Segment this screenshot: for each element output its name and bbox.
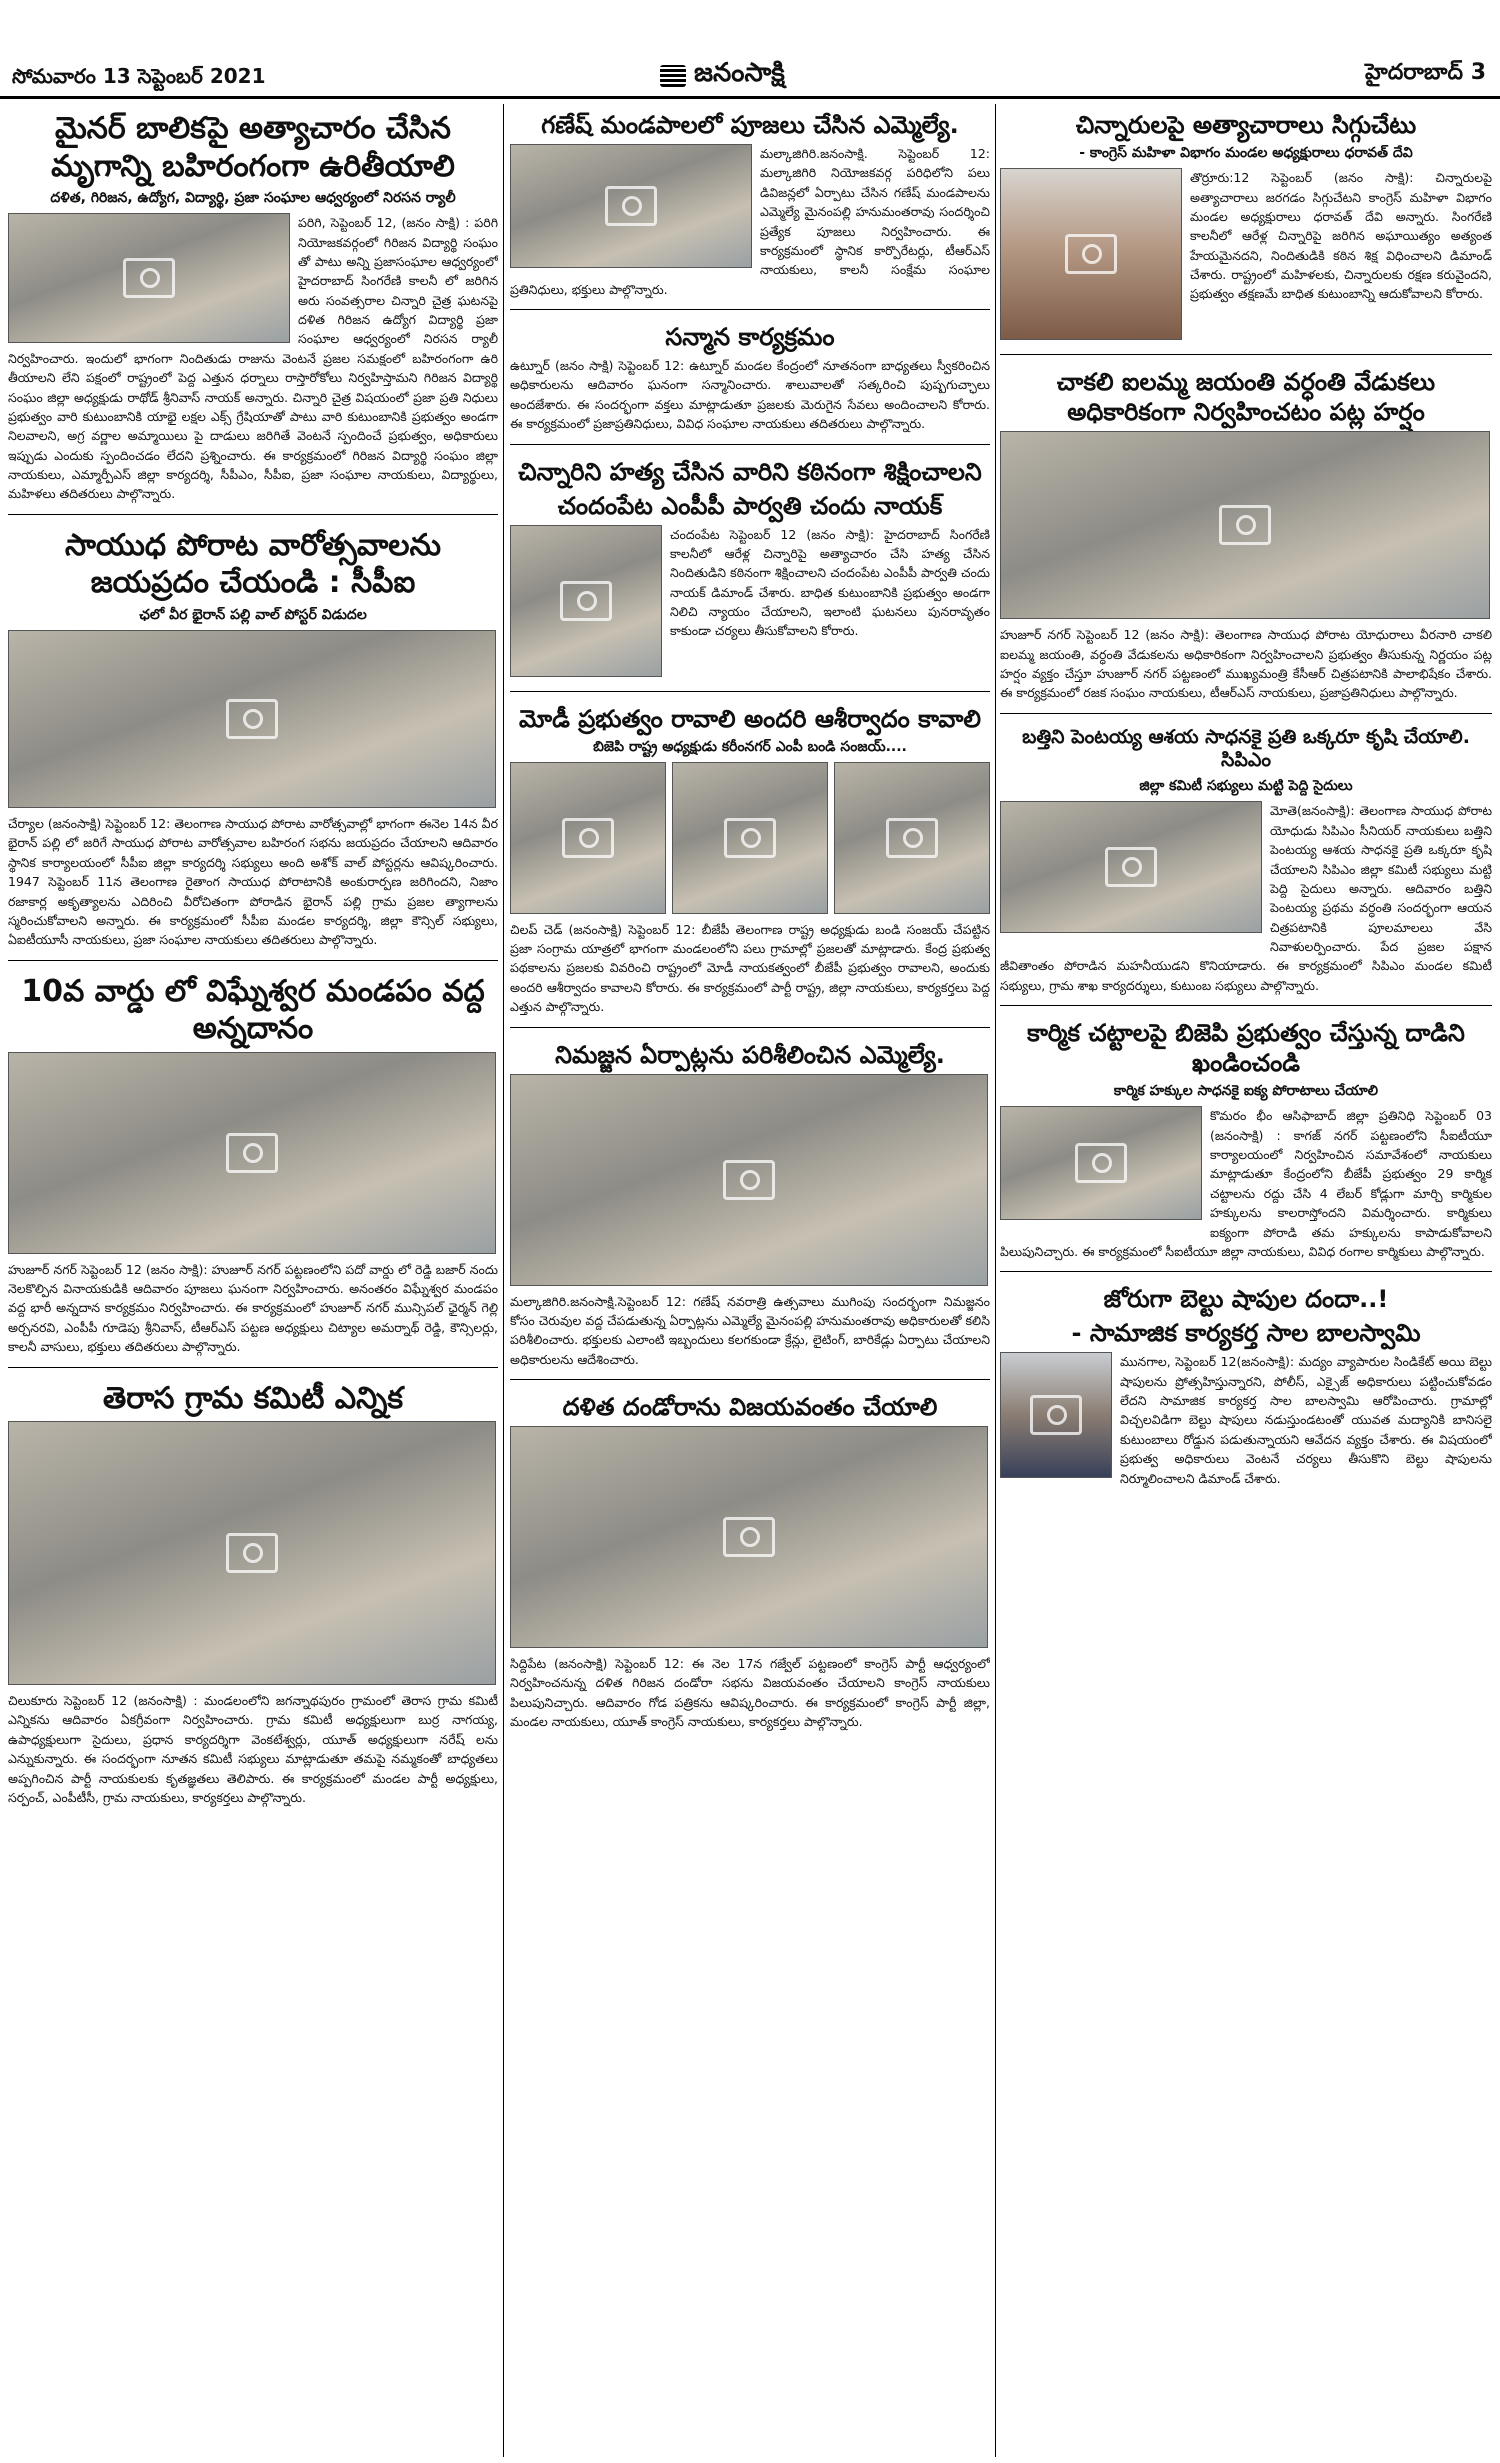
article-headline: తెరాస గ్రామ కమిటీ ఎన్నిక <box>102 1380 404 1416</box>
divider <box>8 960 498 961</box>
divider <box>510 444 990 445</box>
article-body: కొమరం భీం ఆసిఫాబాద్ జిల్లా ప్రతినిధి సెప్టెంబర్ 03 (జనంసాక్షి) : కాగజ్ నగర్ పట్టణంలోని సీఐటీయూ కార్యాలయంలో నిర్వహించిన సమావేశంలో నాయకులు మాట్లాడుతూ కేంద్రంలోని బీజేపీ ప్రభుత్వం 29 కార్మిక చట్టాలను రద్దు చేసి 4 లేబర్ కోడ్లుగా మార్చి కార్మికుల హక్కులను కాలరాస్తోందని విమర్శించారు. కార్మికులు ఐక్యంగా పోరాడి తమ హక్కులను కాపాడుకోవాలని పిలుపునిచ్చారు. ఈ కార్యక్రమంలో సీఐటీయూ జిల్లా నాయకులు, వివిధ రంగాల కార్మికులు పాల్గొన్నారు. <box>1000 1108 1492 1259</box>
article-body: మునగాల, సెప్టెంబర్ 12(జనంసాక్షి): మద్యం వ్యాపారుల సిండికేట్ అయి బెల్టు షాపులను ప్రోత్సహిస్తున్నారని, పోలీస్, ఎక్సైజ్ అధికారులు పట్టించుకోవడం లేదని సామాజిక కార్యకర్త సాల బాలస్వామి ఆరోపించారు. గ్రామాల్లో విచ్చలవిడిగా బెల్టు షాపులు నడుస్తుండటంతో యువత మద్యానికి బానిసలై కుటుంబాలు రోడ్డున పడుతున్నాయని ఆవేదన వ్యక్తం చేశారు. ఈ విషయంలో ప్రభుత్వ అధికారులు వెంటనే చర్యలు తీసుకొని బెల్టు షాపులను నిర్మూలించాలని డిమాండ్ చేశారు. <box>1120 1354 1492 1486</box>
article-headline: జోరుగా బెల్టు షాపుల దందా..! <box>1103 1285 1389 1314</box>
article-child-assault-shame <box>1000 104 1492 344</box>
page-number: 3 <box>1470 60 1486 85</box>
article-body: ఉట్నూర్ (జనం సాక్షి) సెప్టెంబర్ 12: ఉట్నూర్ మండల కేంద్రంలో నూతనంగా బాధ్యతలు స్వీకరించిన అధికారులను ఆదివారం ఘనంగా సన్మానించారు. శాలువాలతో సత్కరించి పుష్పగుచ్ఛాలు అందజేశారు. ఈ సందర్భంగా వక్తలు మాట్లాడుతూ ప్రజలకు మెరుగైన సేవలు అందించాలని కోరారు. ఈ కార్యక్రమంలో ప్రజాప్రతినిధులు, వివిధ సంఘాల నాయకులు తదితరులు పాల్గొన్నారు. <box>510 358 990 432</box>
article-minor-girl-protest <box>8 104 498 504</box>
article-body: చేర్యాల (జనంసాక్షి) సెప్టెంబర్ 12: తెలంగాణ సాయుధ పోరాట వారోత్సవాల్లో భాగంగా ఈనెల 14న వీర భైరాన్ పల్లి లో జరిగే సాయుధ పోరాట వారోత్సవాల బహిరంగ సభను జయప్రదం చేయాలని ఆదివారం స్థానిక కార్యాలయంలో సీపీఐ జిల్లా కార్యదర్శి సభ్యులు అంది అశోక్ వాల్ పోస్టర్లను ఆవిష్కరించారు. 1947 సెప్టెంబర్ 11న తెలంగాణ రైతాంగ సాయుధ పోరాటానికి అంకురార్పణ జరిగిందని, నిజాం రజాకార్ల అకృత్యాలను ఎదిరించి వీరోచితంగా పోరాడిన భైరాన్ పల్లి గ్రామ ప్రజల త్యాగాలను స్మరించుకోవాలని అన్నారు. ఈ కార్యక్రమంలో సీపీఐ మండల కార్యదర్శి, జిల్లా కౌన్సిల్ సభ్యులు, ఏఐటీయూసీ నాయకులు, ప్రజా సంఘాల నాయకులు తదితరులు పాల్గొన్నారు. <box>8 816 498 948</box>
article-headline: చిన్నారులపై అత్యాచారాలు సిగ్గుచేటు <box>1075 111 1417 139</box>
article-photo <box>510 1426 988 1648</box>
article-subhead: దళిత, గిరిజన, ఉద్యోగ, విద్యార్థి, ప్రజా సంఘాల ఆధ్వర్యంలో నిరసన ర్యాలీ <box>50 190 456 206</box>
divider <box>510 309 990 310</box>
photo-icon <box>886 818 938 858</box>
page-header <box>0 0 1500 99</box>
divider <box>1000 713 1492 714</box>
article-photo <box>8 1421 496 1685</box>
article-subhead: - కాంగ్రెస్ మహిళా విభాగం మండల అధ్యక్షురాలు ధరావత్ దేవి <box>1079 145 1413 161</box>
article-labour-laws <box>1000 1012 1492 1261</box>
header-city-name: హైదరాబాద్ <box>1365 60 1464 85</box>
paper-logo <box>660 58 785 94</box>
photo-icon <box>560 581 612 621</box>
photo-icon <box>1075 1143 1127 1183</box>
paper-name: జనంసాక్షి <box>694 58 785 88</box>
article-body: మల్కాజిగిరి.జనంసాక్షి.సెప్టెంబర్ 12: గణేష్ నవరాత్రి ఉత్సవాలు ముగింపు సందర్భంగా నిమజ్జనం కోసం చెరువుల వద్ద చేపడుతున్న ఏర్పాట్లను ఎమ్మెల్యే మైనంపల్లి హనుమంతరావు అధికారులతో కలిసి పరిశీలించారు. భక్తులకు ఎలాంటి ఇబ్బందులు కలగకుండా క్రేన్లు, లైటింగ్, బారికేడ్లు ఏర్పాటు చేయాలని అధికారులను ఆదేశించారు. <box>510 1293 990 1367</box>
article-photo <box>8 630 496 808</box>
photo-icon <box>724 818 776 858</box>
article-headline: మోడీ ప్రభుత్వం రావాలి అందరి ఆశీర్వాదం కావాలి <box>519 704 981 733</box>
article-ganesh-pujas <box>510 104 990 299</box>
photo-icon <box>123 258 175 298</box>
article-photo <box>510 525 662 677</box>
article-headline: గణేష్ మండపాలలో పూజలు చేసిన ఎమ్మెల్యే. <box>541 111 959 139</box>
logo-icon <box>660 65 686 87</box>
photo-icon <box>226 1533 278 1573</box>
article-headline: సన్మాన కార్యక్రమం <box>665 323 835 351</box>
photo-icon <box>1105 847 1157 887</box>
article-body: చిలుకూరు సెప్టెంబర్ 12 (జనంసాక్షి) : మండలంలోని జగన్నాథపురం గ్రామంలో తెరాస గ్రామ కమిటీ ఎన్నికను ఆదివారం ఏకగ్రీవంగా నిర్వహించారు. గ్రామ కమిటీ అధ్యక్షులుగా బుర్ర నాగయ్య, ఉపాధ్యక్షులుగా సైదులు, ప్రధాన కార్యదర్శిగా వెంకటేశ్వర్లు, యూత్ అధ్యక్షులుగా నరేష్ లను ఎన్నుకున్నారు. ఈ సందర్భంగా నూతన కమిటీ సభ్యులు మాట్లాడుతూ తమపై నమ్మకంతో బాధ్యతలు అప్పగించిన పార్టీ నాయకులకు కృతజ్ఞతలు తెలిపారు. ఈ కార్యక్రమంలో మండల పార్టీ అధ్యక్షులు, సర్పంచ్, ఎంపీటీసీ, గ్రామ నాయకులు, కార్యకర్తలు పాల్గొన్నారు. <box>8 1693 498 1805</box>
article-bandi-sanjay <box>510 698 990 1017</box>
article-photo <box>510 762 666 914</box>
divider <box>510 1379 990 1380</box>
article-photo <box>8 213 290 343</box>
divider <box>1000 1271 1492 1272</box>
divider <box>510 691 990 692</box>
article-body: హుజూర్ నగర్ సెప్టెంబర్ 12 (జనం సాక్షి): తెలంగాణ సాయుధ పోరాట యోధురాలు వీరనారి చాకలి ఐలమ్మ జయంతి, వర్ధంతి వేడుకలను అధికారికంగా నిర్వహించాలని ప్రభుత్వం తీసుకున్న నిర్ణయం పట్ల హర్షం వ్యక్తం చేస్తూ హుజూర్ నగర్ పట్టణంలో ముఖ్యమంత్రి కేసీఆర్ చిత్రపటానికి పాలాభిషేకం చేశారు. ఈ కార్యక్రమంలో రజక సంఘం నాయకులు, టీఆర్ఎస్ నాయకులు, ప్రజాప్రతినిధులు పాల్గొన్నారు. <box>1000 627 1492 701</box>
column-divider <box>995 104 996 2457</box>
article-headline: దళిత దండోరాను విజయవంతం చేయాలి <box>562 1393 938 1422</box>
article-annadanam <box>8 967 498 1357</box>
article-immersion-arrangements <box>510 1034 990 1370</box>
photo-icon <box>226 1133 278 1173</box>
header-date: సోమవారం 13 సెప్టెంబర్ 2021 <box>12 64 266 88</box>
column-divider <box>503 104 504 2457</box>
article-body: హుజూర్ నగర్ సెప్టెంబర్ 12 (జనం సాక్షి): హుజూర్ నగర్ పట్టణంలోని పదో వార్డు లో రెడ్డి బజార్ నందు నెలకొల్పిన వినాయకుడికి ఆదివారం పూజలు ఘనంగా నిర్వహించారు. అనంతరం విఘ్నేశ్వర మండపం వద్ద భారీ అన్నదాన కార్యక్రమం నిర్వహించారు. ఈ కార్యక్రమంలో హుజూర్ నగర్ మున్సిపల్ ఛైర్మన్ గెల్లి అర్చనరవి, ఎంపీపీ గూడెపు శ్రీనివాస్, టీఆర్ఎస్ పట్టణ అధ్యక్షులు చిట్యాల అమర్నాథ్ రెడ్డి, కౌన్సిలర్లు, కాలనీ వాసులు, భక్తులు తదితరులు పాల్గొన్నారు. <box>8 1261 498 1355</box>
divider <box>510 1027 990 1028</box>
article-dalit-dandora <box>510 1386 990 1732</box>
divider <box>8 1367 498 1368</box>
article-headline: 10వ వార్డు లో విఘ్నేశ్వర మండపం వద్ద అన్నదానం <box>21 973 485 1047</box>
article-headline: సాయుధ పోరాట వారోత్సవాలను జయప్రదం చేయండి : సీపీఐ <box>64 527 442 601</box>
article-body: చిలప్ చెడ్ (జనంసాక్షి) సెప్టెంబర్ 12: బీజేపీ తెలంగాణ రాష్ట్ర అధ్యక్షుడు బండి సంజయ్ చేపట్టిన ప్రజా సంగ్రామ యాత్రలో భాగంగా మండలంలోని పలు గ్రామాల్లో ప్రజలతో మాట్లాడారు. కేంద్ర ప్రభుత్వ పథకాలను ప్రజలకు వివరించి రాష్ట్రంలో మోడీ నాయకత్వంలో బీజేపీ ప్రభుత్వం రావాలని, అందుకు అందరి ఆశీర్వాదం కావాలని కోరారు. ఈ కార్యక్రమంలో పార్టీ రాష్ట్ర, జిల్లా నాయకులు, కార్యకర్తలు పెద్ద ఎత్తున పాల్గొన్నారు. <box>510 921 990 1015</box>
article-photo <box>510 144 752 268</box>
divider <box>1000 1005 1492 1006</box>
article-headline: బత్తిని పెంటయ్య ఆశయ సాధనకై ప్రతి ఒక్కరూ కృషి చేయాలి. సిపిఎం <box>1022 725 1470 772</box>
article-body: సిద్దిపేట (జనంసాక్షి) సెప్టెంబర్ 12: ఈ నెల 17న గజ్వేల్ పట్టణంలో కాంగ్రెస్ పార్టీ ఆధ్వర్యంలో నిర్వహించనున్న దళిత గిరిజన దండోరా సభను విజయవంతం చేయాలని కాంగ్రెస్ నాయకులు పిలుపునిచ్చారు. ఆదివారం గోడ పత్రికను ఆవిష్కరించారు. ఈ కార్యక్రమంలో కాంగ్రెస్ పార్టీ జిల్లా, మండల నాయకులు, యూత్ కాంగ్రెస్ నాయకులు, కార్యకర్తలు పాల్గొన్నారు. <box>510 1656 990 1730</box>
photo-icon <box>1065 234 1117 274</box>
article-photo <box>8 1052 496 1254</box>
photo-icon <box>562 818 614 858</box>
photo-icon <box>723 1160 775 1200</box>
article-headline: చిన్నారిని హత్య చేసిన వారిని కఠినంగా శిక్షించాలని <box>518 457 982 486</box>
article-headline: మైనర్ బాలికపై అత్యాచారం చేసిన మృగాన్ని బహిరంగంగా ఉరితీయాలి <box>51 111 455 184</box>
article-headline: చాకలి ఐలమ్మ జయంతి వర్ధంతి వేడుకలు అధికారికంగా నిర్వహించటం పట్ల హర్షం <box>1056 368 1436 427</box>
article-subhead: - సామాజిక కార్యకర్త సాల బాలస్వామి <box>1071 1319 1421 1348</box>
column-left <box>8 104 498 2457</box>
photo-icon <box>723 1517 775 1557</box>
photo-icon <box>605 186 657 226</box>
photo-icon <box>226 699 278 739</box>
article-armed-struggle-week <box>8 521 498 950</box>
article-photo <box>672 762 828 914</box>
article-body: మల్కాజిగిరి.జనంసాక్షి. సెప్టెంబర్ 12: మల్కాజిగిరి నియోజకవర్గ పరిధిలోని పలు డివిజన్లలో ఏర్పాటు చేసిన గణేష్ మండపాలను ఎమ్మెల్యే మైనంపల్లి హనుమంతరావు సందర్శించి ప్రత్యేక పూజలు నిర్వహించారు. ఈ కార్యక్రమంలో స్థానిక కార్పొరేటర్లు, టీఆర్ఎస్ నాయకులు, కాలనీ సంక్షేమ సంఘాల ప్రతినిధులు, భక్తులు పాల్గొన్నారు. <box>510 146 990 297</box>
portrait-photo <box>1000 1352 1112 1478</box>
photo-icon <box>1030 1395 1082 1435</box>
column-middle <box>510 104 990 2457</box>
article-body: తొర్రూరు:12 సెప్టెంబర్ (జనం సాక్షి): చిన్నారులపై అత్యాచారాలు జరగడం సిగ్గుచేటని కాంగ్రెస్ మహిళా విభాగం మండల అధ్యక్షురాలు ధరావత్ దేవి అన్నారు. సింగరేణి కాలనీలో ఆరేళ్ల చిన్నారిపై జరిగిన అఘాయిత్యం అత్యంత హేయమైనదని, నిందితుడికి కఠిన శిక్ష విధించాలని డిమాండ్ చేశారు. రాష్ట్రంలో మహిళలకు, చిన్నారులకు రక్షణ కరువైందని, ప్రభుత్వం తక్షణమే బాధిత కుటుంబాన్ని ఆదుకోవాలని కోరారు. <box>1190 170 1492 302</box>
article-body: చందంపేట సెప్టెంబర్ 12 (జనం సాక్షి): హైదరాబాద్ సింగరేణి కాలనీలో ఆరేళ్ల చిన్నారిపై అత్యాచారం చేసి హత్య చేసిన నిందితుడిని కఠినంగా శిక్షించాలని చందంపేట ఎంపీపీ పార్వతి చందు నాయక్ డిమాండ్ చేశారు. బాధిత కుటుంబానికి ప్రభుత్వం అండగా నిలిచి న్యాయం చేయాలని, ఇలాంటి ఘటనలు పునరావృతం కాకుండా చర్యలు తీసుకోవాలని కోరారు. <box>670 526 990 639</box>
article-subhead: ఛలో వీర భైరాన్ పల్లి వాల్ పోస్టర్ విడుదల <box>139 606 367 623</box>
article-felicitation <box>510 316 990 434</box>
article-subhead: చందంపేట ఎంపీపీ పార్వతి చందు నాయక్ <box>557 491 943 520</box>
article-subhead: కార్మిక హక్కుల సాధనకై ఐక్య పోరాటాలు చేయాలి <box>1113 1083 1379 1100</box>
photo-icon <box>1219 505 1271 545</box>
article-photo <box>834 762 990 914</box>
article-body: పరిగి, సెప్టెంబర్ 12, (జనం సాక్షి) : పరిగి నియోజకవర్గంలో గిరిజన విద్యార్థి సంఘం తో పాటు అన్ని ప్రజాసంఘాల ఆధ్వర్యంలో హైదరాబాద్ సింగరేణి కాలనీ లో జరిగిన అరు సంవత్సరాల చిన్నారి చైత్ర ఘటనపై దళిత గిరిజన ఉద్యోగ విద్యార్థి ప్రజా సంఘాల ఆధ్వర్యంలో నిరసన ర్యాలీ నిర్వహించారు. ఇందులో భాగంగా నిందితుడు రాజును వెంటనే ప్రజల సమక్షంలో బహిరంగంగా ఉరి తీయాలని లేని పక్షంలో రాష్ట్రంలో పెద్ద ఎత్తున ధర్నాలు రాస్తారోకోలు నిర్వహిస్తామని గిరిజన విద్యార్థి సంఘం జిల్లా అధ్యక్షుడు రాథోడ్ శ్రీనివాస్ నాయక్ అన్నారు. చిన్నారి చైత్ర విషయంలో ప్రజా ప్రతి నిధులు ప్రభుత్వం వారి కుటుంబానికి యాభై లక్షల ఎక్స్ గ్రేషియాతో పాటు వారి కుటుంబానికి ప్రభుత్వం అండగా నిలవాలని, అగ్ర వర్ణాల అమ్మాయిలు పై దాడులు జరిగితే వెంటనే స్పందించే ప్రభుత్వం, అధికారులు ఇప్పుడు ఎందుకు స్పందించడం లేదని ప్రశ్నించారు. ఈ కార్యక్రమంలో గిరిజన విద్యార్థి సంఘం జిల్లా నాయకులు, ఎమ్మార్పీఎస్ జిల్లా కార్యదర్శి, సీపీఎం, సీపీఐ, ప్రజా సంఘాల నాయకులు, విద్యార్థులు, మహిళలు తదితరులు పాల్గొన్నారు. <box>8 215 498 502</box>
article-headline: కార్మిక చట్టాలపై బిజెపి ప్రభుత్వం చేస్తున్న దాడిని ఖండించండి <box>1027 1019 1465 1078</box>
article-subhead: బిజెపి రాష్ట్ర అధ్యక్షుడు కరీంనగర్ ఎంపీ బండి సంజయ్.... <box>593 738 907 755</box>
article-belt-shops <box>1000 1278 1492 1488</box>
article-photo <box>1000 801 1262 933</box>
article-subhead: జిల్లా కమిటీ సభ్యులు మట్టి పెద్ది సైదులు <box>1139 778 1353 795</box>
article-ailamma-jayanthi <box>1000 361 1492 703</box>
article-photo <box>1000 1106 1202 1220</box>
divider <box>1000 354 1492 355</box>
article-photo <box>1000 431 1490 619</box>
portrait-photo <box>1000 168 1182 340</box>
article-body: మోతె(జనంసాక్షి): తెలంగాణ సాయుధ పోరాట యోధుడు సిపిఎం సీనియర్ నాయకులు బత్తిని పెంటయ్య ఆశయ సాధనకై ప్రతి ఒక్కరూ కృషి చేయాలని సిపిఎం జిల్లా కమిటీ సభ్యులు మట్టి పెద్ది సైదులు అన్నారు. ఆదివారం బత్తిని పెంటయ్య ప్రథమ వర్ధంతి సందర్భంగా ఆయన చిత్రపటానికి పూలమాలలు వేసి నివాళులర్పించారు. పేద ప్రజల పక్షాన జీవితాంతం పోరాడిన మహనీయుడని కొనియాడారు. ఈ కార్యక్రమంలో సిపిఎం మండల కమిటీ సభ్యులు, గ్రామ శాఖ కార్యదర్శులు, కుటుంబ సభ్యులు పాల్గొన్నారు. <box>1000 803 1492 993</box>
divider <box>8 514 498 515</box>
article-bathini-pentaiah <box>1000 720 1492 995</box>
article-headline: నిమజ్జన ఏర్పాట్లను పరిశీలించిన ఎమ్మెల్యే. <box>555 1040 945 1069</box>
article-trs-village-committee <box>8 1374 498 1808</box>
photo-strip <box>510 762 990 914</box>
header-city <box>1365 60 1486 90</box>
article-chandampet-mpp <box>510 451 990 681</box>
article-photo <box>510 1074 988 1286</box>
column-right <box>1000 104 1492 2457</box>
